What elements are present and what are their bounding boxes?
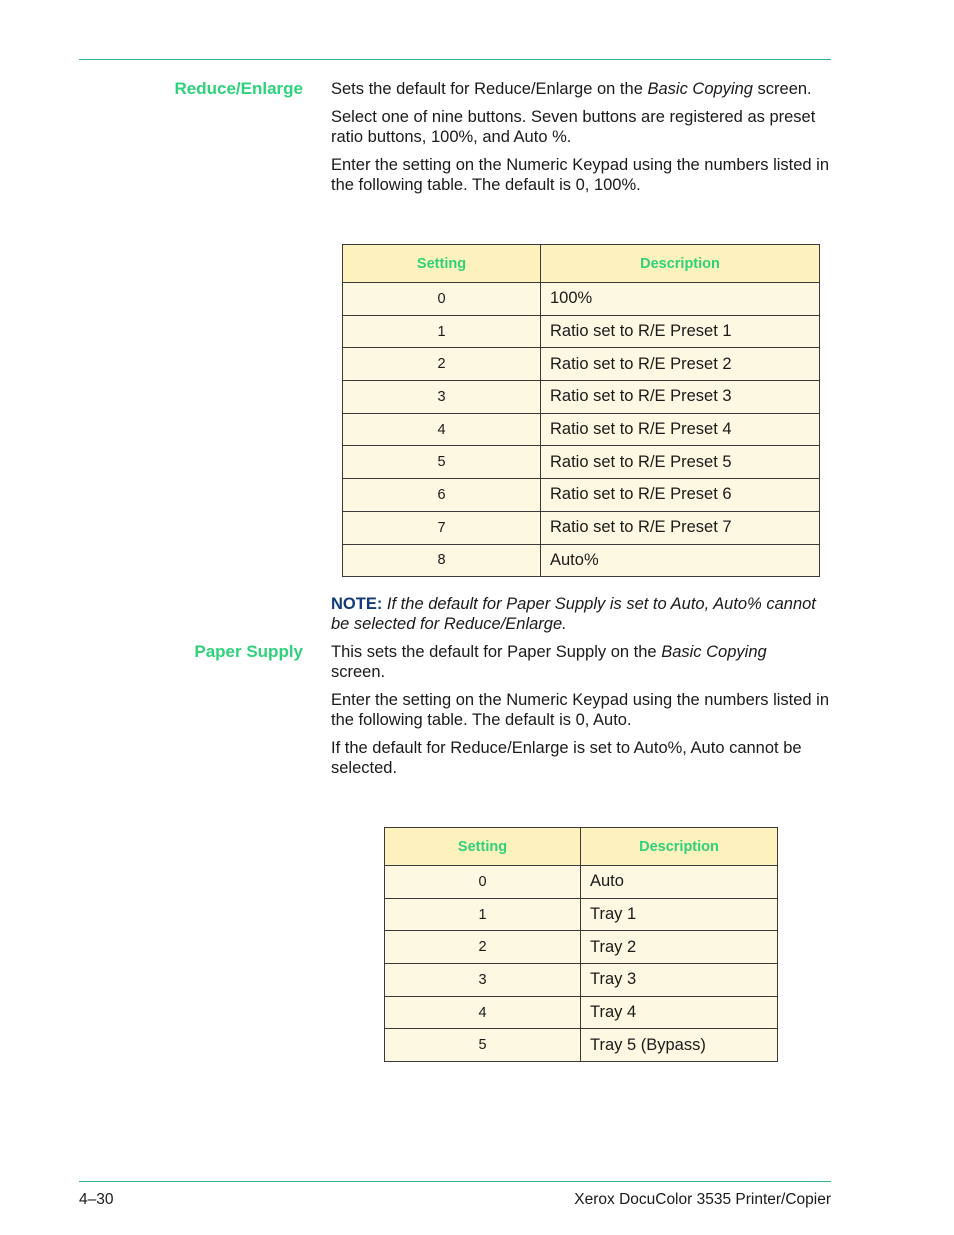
description-cell: Tray 5 (Bypass): [581, 1029, 778, 1062]
setting-cell: 4: [385, 996, 581, 1029]
description-column-header: Description: [581, 828, 778, 866]
product-name: Xerox DocuColor 3535 Printer/Copier: [574, 1191, 831, 1208]
reduce-enlarge-table: [342, 244, 820, 577]
paper-supply-paragraph-1: This sets the default for Paper Supply on the Basic Copying screen.: [331, 643, 767, 681]
paper-supply-body: [331, 642, 831, 786]
setting-cell: 4: [343, 413, 541, 446]
table-row: [385, 866, 778, 899]
paper-supply-paragraph-3: If the default for Reduce/Enlarge is set to Auto%, Auto cannot be selected.: [331, 739, 802, 777]
description-cell: Ratio set to R/E Preset 1: [541, 315, 820, 348]
setting-cell: 1: [385, 898, 581, 931]
reduce-enlarge-body: [331, 79, 831, 203]
note-text: If the default for Paper Supply is set to Auto, Auto% cannot be selected for Reduce/Enlarge.: [331, 595, 816, 633]
setting-cell: 6: [343, 479, 541, 512]
reduce-enlarge-paragraph-2: Select one of nine buttons. Seven buttons are registered as preset ratio buttons, 100%, and Auto %.: [331, 108, 816, 146]
table-row: [385, 996, 778, 1029]
setting-cell: 5: [343, 446, 541, 479]
page-number: 4–30: [79, 1191, 114, 1208]
setting-column-header: Setting: [385, 828, 581, 866]
description-cell: Ratio set to R/E Preset 7: [541, 511, 820, 544]
table-row: [385, 964, 778, 997]
setting-cell: 5: [385, 1029, 581, 1062]
paper-supply-heading: Paper Supply: [194, 642, 303, 661]
description-cell: Auto: [581, 866, 778, 899]
description-cell: Tray 2: [581, 931, 778, 964]
setting-cell: 2: [343, 348, 541, 381]
table-row: [343, 413, 820, 446]
description-cell: Ratio set to R/E Preset 5: [541, 446, 820, 479]
table-row: [343, 479, 820, 512]
note: [331, 594, 831, 634]
setting-cell: 1: [343, 315, 541, 348]
table-row: [343, 446, 820, 479]
basic-copying-emphasis: Basic Copying: [661, 643, 767, 661]
table-row: [343, 544, 820, 577]
table-row: [343, 348, 820, 381]
table-row: [343, 315, 820, 348]
setting-cell: 0: [385, 866, 581, 899]
setting-cell: 7: [343, 511, 541, 544]
description-cell: Tray 1: [581, 898, 778, 931]
reduce-enlarge-heading: Reduce/Enlarge: [174, 79, 303, 98]
table-row: [343, 283, 820, 316]
note-label: NOTE:: [331, 595, 383, 613]
setting-column-header: Setting: [343, 245, 541, 283]
table-row: [343, 511, 820, 544]
table-row: [385, 1029, 778, 1062]
bottom-rule: [79, 1181, 831, 1182]
setting-cell: 8: [343, 544, 541, 577]
reduce-enlarge-paragraph-3: Enter the setting on the Numeric Keypad using the numbers listed in the following table. The default is 0, 100%.: [331, 156, 830, 194]
reduce-enlarge-table-body: [343, 283, 820, 577]
table-row: [385, 898, 778, 931]
description-cell: Ratio set to R/E Preset 2: [541, 348, 820, 381]
paper-supply-table-body: [385, 866, 778, 1062]
description-cell: 100%: [541, 283, 820, 316]
top-rule: [79, 59, 831, 60]
description-cell: Ratio set to R/E Preset 6: [541, 479, 820, 512]
basic-copying-emphasis: Basic Copying: [647, 80, 753, 98]
description-cell: Tray 4: [581, 996, 778, 1029]
table-row: [343, 381, 820, 414]
setting-cell: 0: [343, 283, 541, 316]
description-column-header: Description: [541, 245, 820, 283]
table-row: [385, 931, 778, 964]
paper-supply-paragraph-2: Enter the setting on the Numeric Keypad using the numbers listed in the following table. The default is 0, Auto.: [331, 691, 830, 729]
setting-cell: 3: [385, 964, 581, 997]
description-cell: Ratio set to R/E Preset 4: [541, 413, 820, 446]
reduce-enlarge-paragraph-1: Sets the default for Reduce/Enlarge on the Basic Copying screen.: [331, 80, 812, 98]
setting-cell: 3: [343, 381, 541, 414]
setting-cell: 2: [385, 931, 581, 964]
paper-supply-table: [384, 827, 778, 1062]
description-cell: Auto%: [541, 544, 820, 577]
description-cell: Ratio set to R/E Preset 3: [541, 381, 820, 414]
description-cell: Tray 3: [581, 964, 778, 997]
